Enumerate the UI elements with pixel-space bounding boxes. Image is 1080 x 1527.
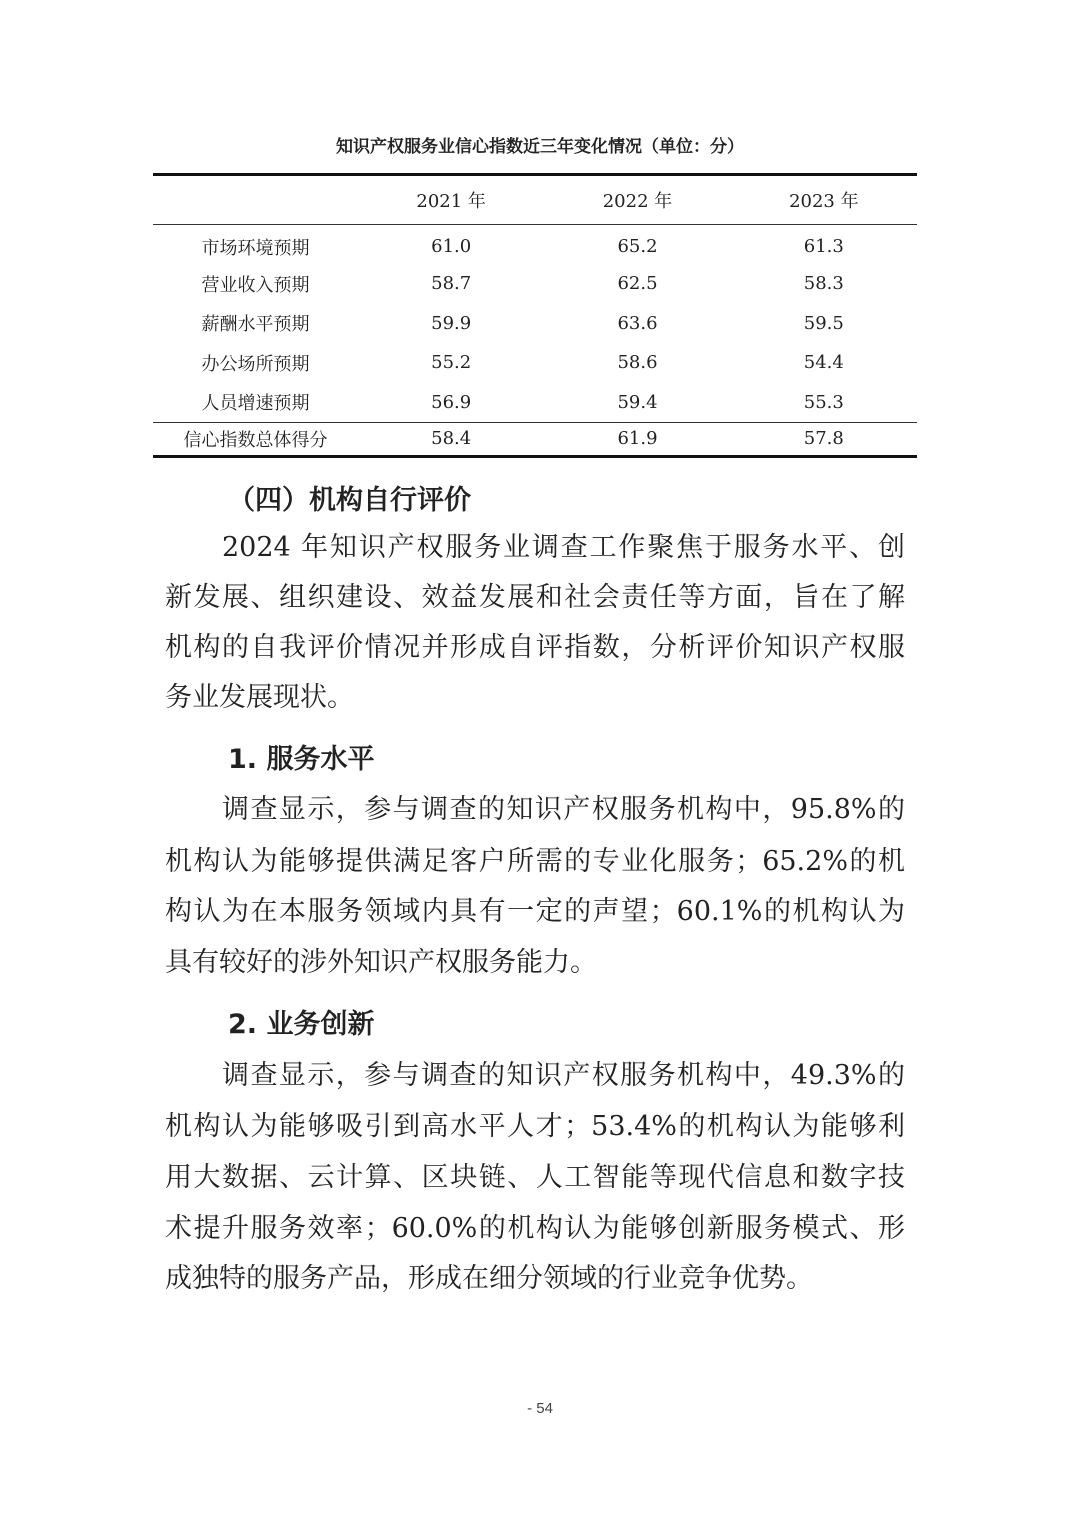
paragraph-line: 用大数据、云计算、区块链、人工智能等现代信息和数字技 bbox=[165, 1162, 905, 1193]
value-cell: 63.6 bbox=[617, 312, 658, 334]
value-cell: 55.2 bbox=[431, 352, 472, 374]
paragraph-line: 务业发展现状。 bbox=[165, 682, 354, 713]
row-label: 薪酬水平预期 bbox=[201, 314, 310, 336]
row-label: 信心指数总体得分 bbox=[183, 429, 328, 451]
table-caption: 知识产权服务业信心指数近三年变化情况（单位：分） bbox=[336, 137, 744, 157]
value-cell: 54.4 bbox=[803, 352, 844, 374]
value-cell: 55.3 bbox=[803, 391, 844, 413]
value-cell: 61.0 bbox=[431, 236, 472, 257]
value-cell: 57.8 bbox=[803, 428, 844, 449]
paragraph-line: 机构的自我评价情况并形成自评指数，分析评价知识产权服 bbox=[165, 632, 905, 663]
value-cell: 58.6 bbox=[617, 352, 658, 374]
table-header-row bbox=[153, 175, 917, 225]
row-label: 人员增速预期 bbox=[201, 393, 310, 414]
value-cell: 59.9 bbox=[431, 312, 472, 334]
table-row bbox=[153, 383, 917, 423]
row-label: 市场环境预期 bbox=[201, 237, 310, 259]
paragraph-line: 具有较好的涉外知识产权服务能力。 bbox=[165, 947, 597, 978]
row-label: 办公场所预期 bbox=[201, 353, 310, 375]
table-row bbox=[153, 225, 917, 265]
value-cell: 59.4 bbox=[617, 391, 658, 413]
page-number: - 54 bbox=[527, 1400, 553, 1417]
paragraph-line: 机构认为能够提供满足客户所需的专业化服务；65.2%的机 bbox=[165, 846, 905, 877]
paragraph-line: 新发展、组织建设、效益发展和社会责任等方面，旨在了解 bbox=[165, 582, 905, 613]
paragraph-line: 调查显示，参与调查的知识产权服务机构中，95.8%的 bbox=[222, 794, 905, 825]
value-cell: 56.9 bbox=[431, 391, 472, 413]
value-cell: 58.3 bbox=[803, 273, 844, 295]
confidence-index-table bbox=[153, 173, 917, 458]
paragraph-line: 2024 年知识产权服务业调查工作聚焦于服务水平、创 bbox=[222, 532, 905, 563]
value-cell: 58.4 bbox=[431, 428, 472, 449]
row-label: 营业收入预期 bbox=[201, 274, 310, 296]
table-row bbox=[153, 304, 917, 344]
header-cell bbox=[153, 175, 358, 225]
subsection-heading-1: 1. 服务水平 bbox=[228, 744, 375, 775]
paragraph-line: 机构认为能够吸引到高水平人才；53.4%的机构认为能够利 bbox=[165, 1111, 905, 1142]
header-cell: 2022 年 bbox=[602, 191, 673, 212]
value-cell: 65.2 bbox=[617, 236, 658, 257]
subsection-heading-2: 2. 业务创新 bbox=[228, 1009, 375, 1040]
paragraph-line: 调查显示，参与调查的知识产权服务机构中，49.3%的 bbox=[222, 1060, 905, 1091]
value-cell: 61.9 bbox=[617, 428, 658, 449]
value-cell: 61.3 bbox=[803, 236, 844, 257]
table-row bbox=[153, 264, 917, 304]
header-cell: 2023 年 bbox=[789, 191, 859, 212]
paragraph-line: 构认为在本服务领域内具有一定的声望；60.1%的机构认为 bbox=[165, 896, 905, 927]
value-cell: 58.7 bbox=[431, 273, 472, 295]
table-total-row bbox=[153, 422, 917, 456]
paragraph-line: 成独特的服务产品，形成在细分领域的行业竞争优势。 bbox=[165, 1263, 813, 1294]
table-row bbox=[153, 343, 917, 383]
paragraph-line: 术提升服务效率；60.0%的机构认为能够创新服务模式、形 bbox=[165, 1213, 905, 1244]
value-cell: 59.5 bbox=[803, 312, 844, 334]
value-cell: 62.5 bbox=[617, 273, 658, 295]
section-heading: （四）机构自行评价 bbox=[228, 485, 471, 516]
header-cell: 2021 年 bbox=[416, 191, 486, 212]
